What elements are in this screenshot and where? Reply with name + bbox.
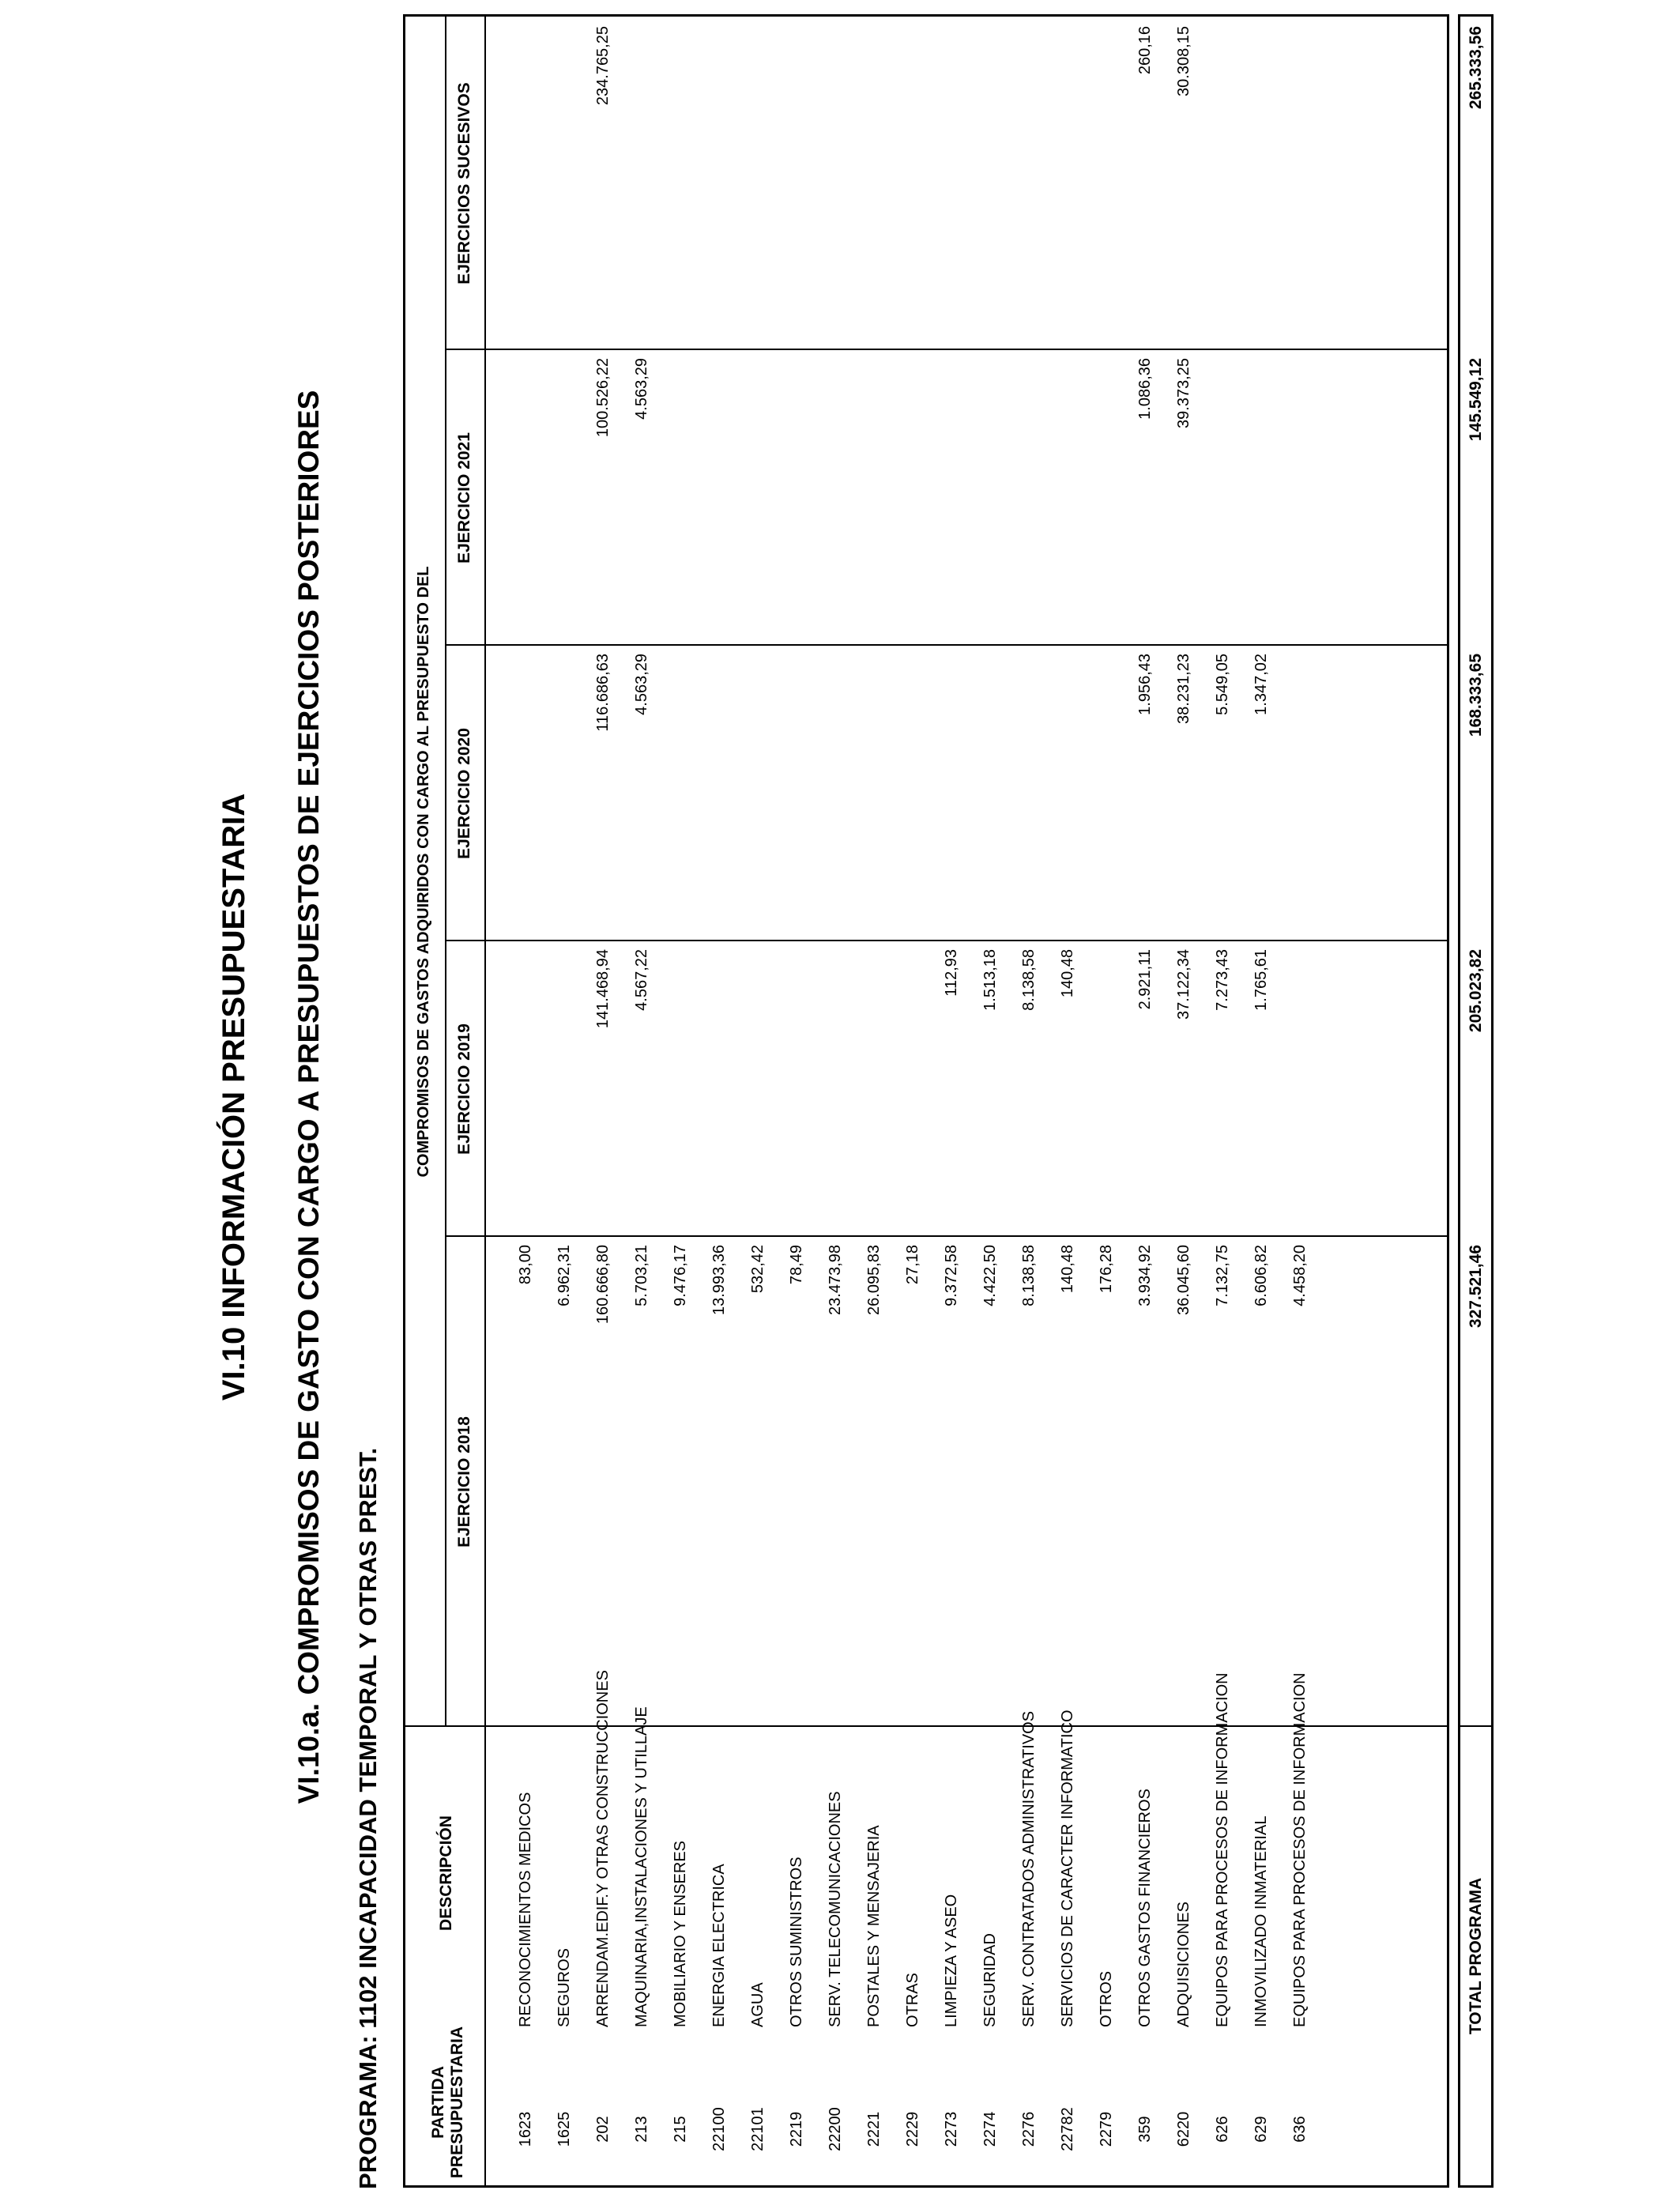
header-group: COMPROMISOS DE GASTOS ADQUIRIDOS CON CARGO AL PRESUPUESTO DEL [415, 566, 432, 1178]
cell-ejercicio-2018: 9.372,58 [943, 1245, 960, 1306]
cell-descripcion: INMOVILIZADO INMATERIAL [1252, 1815, 1270, 2027]
header-divider [445, 17, 446, 1727]
page-title: VI.10 INFORMACIÓN PRESUPUESTARIA [217, 793, 251, 1401]
cell-descripcion: LIMPIEZA Y ASEO [943, 1894, 960, 2027]
cell-ejercicio-2020: 1.347,02 [1252, 654, 1270, 715]
total-label: TOTAL PROGRAMA [1467, 1877, 1485, 2035]
cell-ejercicio-2019: 1.765,61 [1252, 949, 1270, 1011]
cell-descripcion: EQUIPOS PARA PROCESOS DE INFORMACION [1214, 1672, 1231, 2027]
header-partida-line2: PRESUPUESTARIA [448, 2026, 466, 2179]
cell-ejercicio-2020: 5.549,05 [1214, 654, 1231, 715]
cell-ejercicio-2019: 140,48 [1059, 949, 1076, 998]
cell-partida: 213 [633, 2116, 650, 2143]
total-ejercicio-2018: 327.521,46 [1467, 1245, 1485, 1329]
cell-ejercicio-2018: 6.962,31 [556, 1245, 573, 1306]
cell-ejercicio-2021: 4.563,29 [633, 358, 650, 420]
cell-ejercicio-2018: 3.934,92 [1136, 1245, 1154, 1306]
cell-ejercicio-2018: 27,18 [904, 1245, 921, 1285]
total-row [1458, 14, 1494, 2188]
cell-ejercicio-2018: 9.476,17 [672, 1245, 689, 1306]
cell-partida: 202 [594, 2116, 612, 2143]
cell-descripcion: EQUIPOS PARA PROCESOS DE INFORMACION [1291, 1672, 1309, 2027]
cell-descripcion: RECONOCIMIENTOS MEDICOS [517, 1792, 534, 2027]
cell-ejercicio-2021: 39.373,25 [1175, 358, 1192, 428]
cell-partida: 22101 [749, 2107, 767, 2151]
cell-ejercicio-2019: 2.921,11 [1136, 949, 1154, 1010]
cell-descripcion: SERV. TELECOMUNICACIONES [827, 1791, 844, 2027]
cell-partida: 2276 [1020, 2111, 1038, 2147]
cell-partida: 1625 [556, 2111, 573, 2147]
total-ejercicio-2020: 168.333,65 [1467, 654, 1485, 737]
cell-ejercicio-2019: 37.122,34 [1175, 949, 1192, 1020]
cell-descripcion: MOBILIARIO Y ENSERES [672, 1840, 689, 2027]
cell-descripcion: ADQUISICIONES [1175, 1902, 1192, 2027]
cell-ejercicio-2018: 5.703,21 [633, 1245, 650, 1306]
cell-ejercicio-2018: 140,48 [1059, 1245, 1076, 1294]
cell-descripcion: ENERGIA ELECTRICA [710, 1864, 728, 2027]
cell-partida: 2221 [865, 2111, 883, 2147]
header-ejercicio-2020: EJERCICIO 2020 [455, 728, 473, 859]
total-ejercicio-2019: 205.023,82 [1467, 949, 1485, 1033]
cell-partida: 2279 [1098, 2111, 1115, 2147]
header-partida-line1: PARTIDA [429, 2066, 447, 2139]
cell-descripcion: SEGUROS [556, 1947, 573, 2027]
cell-ejercicio-2019: 141.468,94 [594, 949, 612, 1029]
cell-ejercicio-2021: 1.086,36 [1136, 358, 1154, 420]
cell-descripcion: SEGURIDAD [981, 1933, 999, 2027]
cell-ejercicio-2019: 1.513,18 [981, 949, 999, 1011]
commitments-table [403, 14, 1449, 2188]
cell-partida: 626 [1214, 2116, 1231, 2143]
cell-ejercicio-2018: 176,28 [1098, 1245, 1115, 1294]
cell-partida: 1623 [517, 2111, 534, 2147]
header-ejercicio-2021: EJERCICIO 2021 [455, 432, 473, 564]
cell-descripcion: POSTALES Y MENSAJERIA [865, 1825, 883, 2027]
page-subtitle: VI.10.a. COMPROMISOS DE GASTO CON CARGO A PRESUPUESTOS DE EJERCICIOS POSTERIORES [292, 390, 325, 1804]
cell-ejercicio-2019: 8.138,58 [1020, 949, 1038, 1011]
cell-ejercicio-2018: 160.666,80 [594, 1245, 612, 1325]
cell-partida: 2229 [904, 2111, 921, 2147]
cell-partida: 636 [1291, 2116, 1309, 2143]
programa-label: PROGRAMA: 1102 INCAPACIDAD TEMPORAL Y OTRAS PREST. [354, 1447, 382, 2189]
cell-ejercicios-sucesivos: 260,16 [1136, 26, 1154, 75]
cell-ejercicio-2019: 112,93 [943, 949, 960, 997]
total-ejercicios-sucesivos: 265.333,56 [1467, 26, 1485, 110]
cell-ejercicio-2020: 116.686,63 [594, 654, 612, 732]
cell-partida: 359 [1136, 2116, 1154, 2143]
cell-partida: 2273 [943, 2111, 960, 2147]
cell-ejercicio-2019: 7.273,43 [1214, 949, 1231, 1011]
header-ejercicios-sucesivos: EJERCICIOS SUCESIVOS [455, 82, 473, 285]
cell-ejercicio-2018: 532,42 [749, 1245, 767, 1294]
cell-descripcion: ARRENDAM.EDIF.Y OTRAS CONSTRUCCIONES [594, 1670, 612, 2027]
cell-descripcion: AGUA [749, 1982, 767, 2027]
header-ejercicio-2019: EJERCICIO 2019 [455, 1023, 473, 1155]
cell-ejercicio-2018: 6.606,82 [1252, 1245, 1270, 1306]
cell-descripcion: OTROS [1098, 1970, 1115, 2027]
cell-descripcion: OTRAS [904, 1973, 921, 2027]
cell-ejercicio-2020: 38.231,23 [1175, 654, 1192, 724]
cell-ejercicio-2018: 83,00 [517, 1245, 534, 1285]
cell-descripcion: MAQUINARIA,INSTALACIONES Y UTILLAJE [633, 1706, 650, 2027]
cell-ejercicio-2018: 36.045,60 [1175, 1245, 1192, 1315]
cell-partida: 215 [672, 2116, 689, 2143]
cell-ejercicios-sucesivos: 30.308,15 [1175, 26, 1192, 96]
cell-ejercicio-2021: 100.526,22 [594, 358, 612, 438]
header-descripcion: DESCRIPCIÓN [437, 1815, 455, 1931]
cell-ejercicio-2018: 8.138,58 [1020, 1245, 1038, 1306]
cell-partida: 22782 [1059, 2107, 1076, 2151]
cell-partida: 22100 [710, 2107, 728, 2151]
cell-ejercicio-2020: 4.563,29 [633, 654, 650, 715]
header-partida [429, 2019, 467, 2185]
cell-partida: 22200 [827, 2107, 844, 2151]
cell-partida: 2274 [981, 2111, 999, 2147]
cell-ejercicio-2018: 13.993,36 [710, 1245, 728, 1315]
header-ejercicio-2018: EJERCICIO 2018 [455, 1416, 473, 1547]
cell-partida: 6220 [1175, 2111, 1192, 2147]
header-divider [484, 17, 486, 2185]
cell-partida: 2219 [788, 2111, 805, 2147]
cell-descripcion: OTROS GASTOS FINANCIEROS [1136, 1789, 1154, 2027]
cell-ejercicio-2018: 78,49 [788, 1245, 805, 1285]
cell-ejercicio-2018: 7.132,75 [1214, 1245, 1231, 1306]
cell-ejercicios-sucesivos: 234.765,25 [594, 26, 612, 106]
cell-ejercicio-2018: 4.458,20 [1291, 1245, 1309, 1306]
cell-descripcion: OTROS SUMINISTROS [788, 1857, 805, 2027]
cell-ejercicio-2020: 1.956,43 [1136, 654, 1154, 715]
cell-ejercicio-2018: 4.422,50 [981, 1245, 999, 1306]
cell-partida: 629 [1252, 2116, 1270, 2143]
cell-descripcion: SERVICIOS DE CARACTER INFORMATICO [1059, 1710, 1076, 2027]
cell-ejercicio-2018: 26.095,83 [865, 1245, 883, 1315]
total-ejercicio-2021: 145.549,12 [1467, 358, 1485, 442]
cell-ejercicio-2019: 4.567,22 [633, 949, 650, 1011]
cell-ejercicio-2018: 23.473,98 [827, 1245, 844, 1315]
cell-descripcion: SERV. CONTRATADOS ADMINISTRATIVOS [1020, 1710, 1038, 2027]
